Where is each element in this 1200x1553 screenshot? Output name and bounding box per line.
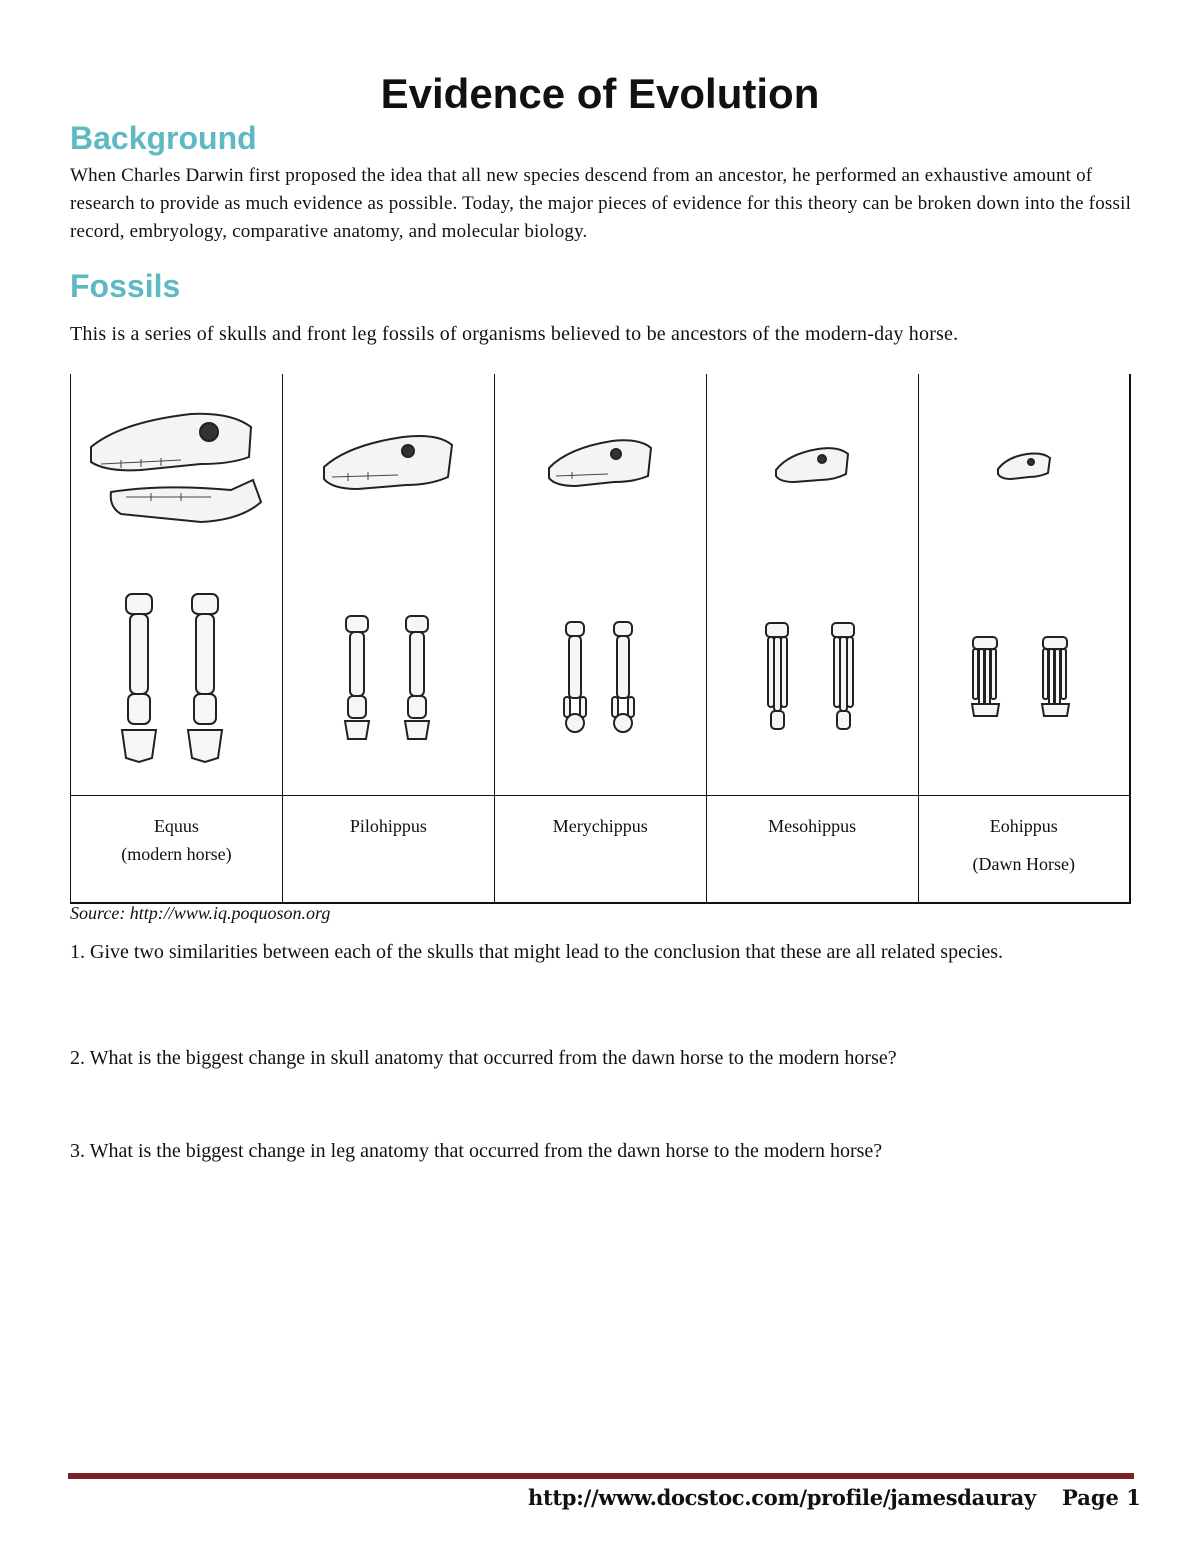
horse-leg-bones-icon (116, 590, 236, 765)
leg-cell-pilohippus (282, 560, 494, 796)
skull-cell-merychippus (494, 374, 706, 560)
horse-skull-icon (81, 402, 271, 532)
skull-cell-mesohippus (706, 374, 918, 560)
horse-skull-icon (772, 442, 852, 492)
leg-cell-mesohippus (706, 560, 918, 796)
leg-cell-merychippus (494, 560, 706, 796)
skull-cell-equus (71, 374, 283, 560)
species-name: Pilohippus (349, 816, 427, 836)
species-common-name: (modern horse) (121, 844, 232, 864)
species-cell (918, 796, 1130, 904)
fossils-heading: Fossils (70, 268, 181, 304)
question-3: 3. What is the biggest change in leg anatomy that occurred from the dawn horse to the modern horse? (70, 1140, 883, 1162)
name-row (71, 796, 1131, 904)
horse-leg-bones-icon (560, 619, 640, 737)
background-paragraph: When Charles Darwin first proposed the idea that all new species descend from an ancestor, he performed an exhaustive amount of research to provide as much evidence as possible. Today, the major pieces of evidence for this theory can be broken down into the fossil record, embryology, comparative anatomy, and molecular biology. (70, 165, 1132, 242)
horse-skull-icon (544, 432, 656, 502)
horse-skull-icon (995, 449, 1053, 485)
image-source: Source: http://www.iq.poquoson.org (70, 903, 331, 923)
leg-row (71, 560, 1131, 796)
species-cell (706, 796, 918, 904)
background-heading: Background (70, 120, 257, 156)
species-name: Merychippus (552, 816, 648, 836)
footer-rule (68, 1473, 1134, 1479)
fossils-intro: This is a series of skulls and front leg fossils of organisms believed to be ancestors of the modern-day horse. (70, 323, 959, 345)
question-2: 2. What is the biggest change in skull anatomy that occurred from the dawn horse to the modern horse? (70, 1047, 897, 1069)
horse-leg-bones-icon (338, 613, 438, 743)
species-name: Mesohippus (768, 816, 857, 836)
horse-leg-bones-icon (969, 634, 1079, 722)
question-1: 1. Give two similarities between each of the skulls that might lead to the conclusion that these are all related species. (70, 941, 1004, 963)
species-cell (494, 796, 706, 904)
skull-cell-eohippus (918, 374, 1130, 560)
horse-leg-bones-icon (762, 620, 862, 735)
page-title: Evidence of Evolution (380, 70, 820, 117)
leg-cell-eohippus (918, 560, 1130, 796)
horse-skull-icon (318, 427, 458, 507)
species-name: Eohippus (989, 816, 1058, 836)
skull-cell-pilohippus (282, 374, 494, 560)
species-cell (282, 796, 494, 904)
species-common-name: (Dawn Horse) (972, 854, 1076, 874)
species-cell (71, 796, 283, 904)
fossil-table (70, 374, 1131, 904)
species-name: Equus (153, 816, 199, 836)
footer-url: http://www.docstoc.com/profile/jamesdauray (528, 1485, 1036, 1510)
leg-cell-equus (71, 560, 283, 796)
page-number: Page 1 (1062, 1485, 1141, 1510)
skull-row (71, 374, 1131, 560)
